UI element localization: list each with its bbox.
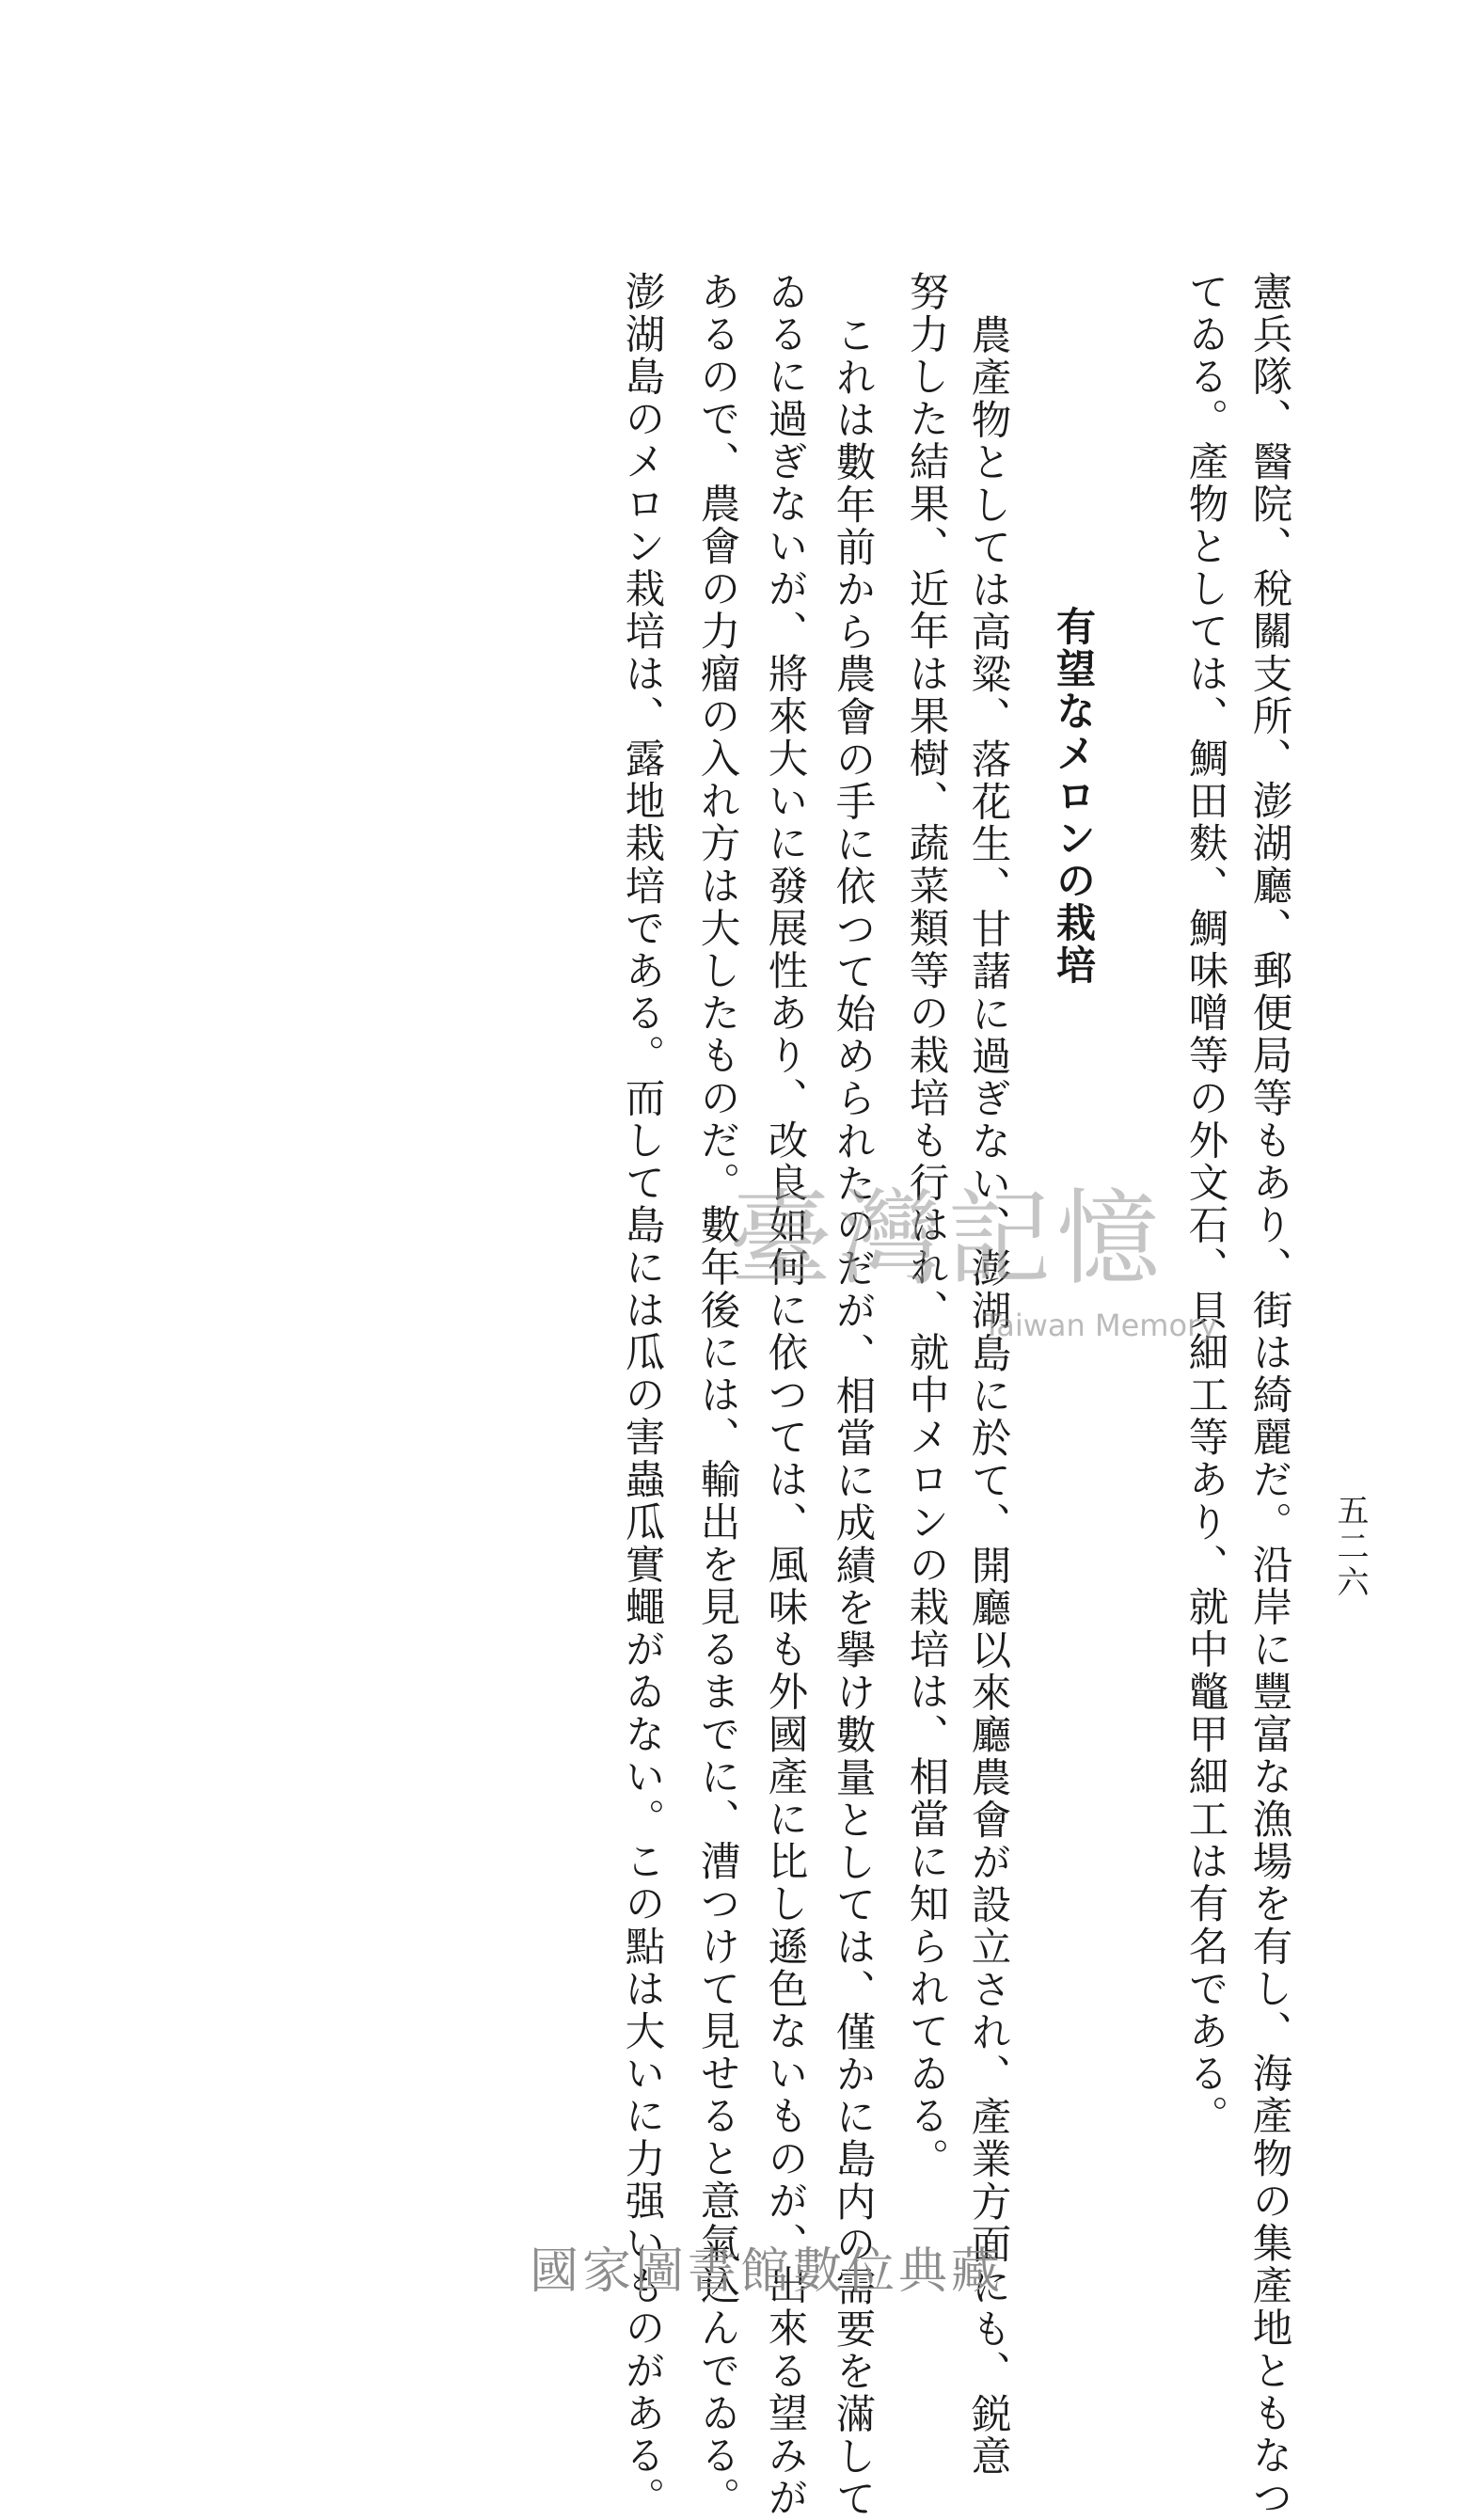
text-column: ゐるに過ぎないが、將來大いに發展性あり、改良如何に依つては、風味も外國產に比し遜色ないものが、出來る望みが — [761, 271, 808, 2520]
text-column: あるので、農會の力瘤の入れ方は大したものだ。數年後には、輸出を見るまでに、漕つけて見せると意氣込んでゐる。 — [693, 271, 740, 2520]
text-column: てゐる。產物としては、鯛田麩、鯛味噌等の外文石、貝細工等あり、就中鼈甲細工は有名である。 — [1181, 271, 1228, 2138]
footer-caption: 國家圖書館數位典藏 — [530, 2243, 1005, 2300]
watermark-subtitle: Taiwan Memory — [983, 1308, 1218, 1343]
section-heading: 有望なメロンの栽培 — [1051, 606, 1097, 987]
watermark-glyphs: 臺灣記憶 — [729, 1179, 1165, 1299]
text-column: 農產物としては高粱、落花生、甘藷に過ぎない、澎湖島に於て、開廳以來廳農會が設立され、產業方面にも、鋭意 — [964, 314, 1011, 2479]
page-number: 五二六 — [1331, 1494, 1369, 1601]
text-column: 澎湖島のメロン栽培は、露地栽培である。而して島には瓜の害蟲瓜實蠅がゐない。この點は大いに力强いものがある。 — [618, 271, 665, 2520]
text-column: 努力した結果、近年は果樹、蔬菜類等の栽培も行はれ、就中メロンの栽培は、相當に知られてゐる。 — [902, 271, 949, 2180]
text-column: 憲兵隊、醫院、稅關支所、澎湖廳、郵便局等もあり、街は綺麗だ。沿岸に豐富な漁場を有し、海產物の集產地ともなつ — [1245, 271, 1292, 2520]
text-column: これは數年前から農會の手に依つて始められたのだが、相當に成績を擧け數量としては、僅かに島内の需要を滿して — [829, 314, 876, 2520]
